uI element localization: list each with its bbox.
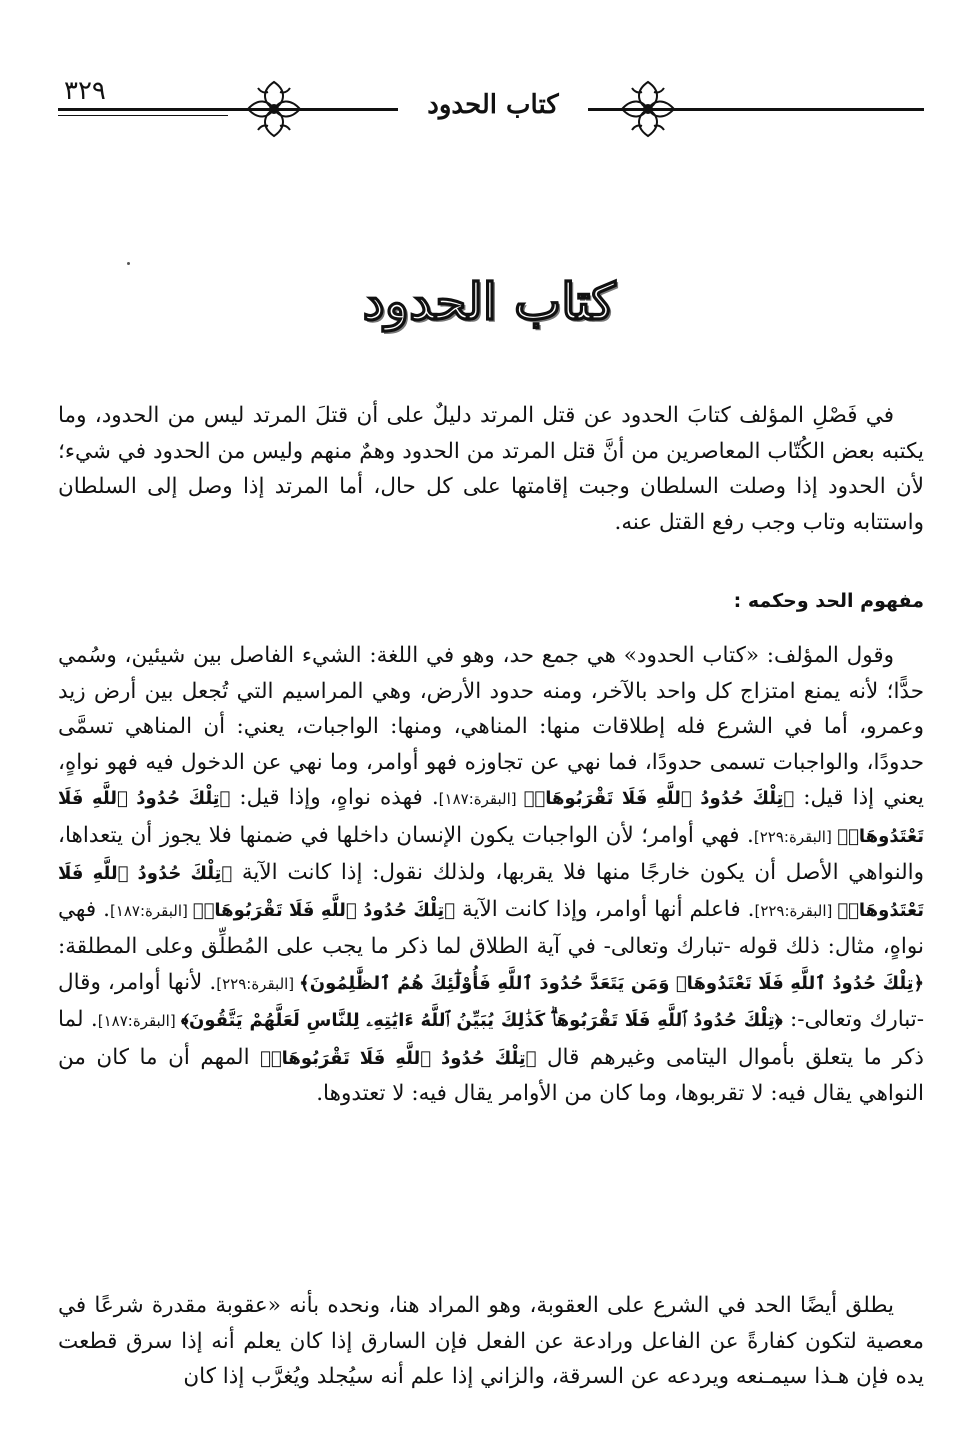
quran-verse: ﴿تِلْكَ حُدُودُ ٱللَّهِ فَلَا تَقْرَبُوهَاۗ﴾ <box>192 899 456 921</box>
verse-reference: [البقرة:١٨٧] <box>438 790 524 808</box>
text-run: . لما ذكر ما يتعلق بأموال اليتامى وغيرهم قال <box>58 1007 924 1070</box>
main-text <box>58 638 924 1112</box>
quran-verse: ﴿تِلْكَ حُدُودُ ٱللَّهِ فَلَا تَقْرَبُوهَاۗ﴾ <box>260 1047 537 1069</box>
verse-reference: [البقرة:٢٢٩] <box>753 827 838 846</box>
text-run: . لأنها أوامر، وقال -تبارك وتعالى-: <box>58 969 924 1032</box>
intro-paragraph <box>58 398 924 540</box>
text-run: وقول المؤلف: «كتاب الحدود» هي جمع حد، وهو في اللغة: الشيء الفاصل بين شيئين، وسُمي حدًّا؛ لأنه يمنع امتزاج كل واحد بالآخر، ومنه حدود الأرض، وهي المراسيم التي تُجعل بين أرض زيد وعمرو، أما في الشرع فله إطلاقات منها: المناهي، ومنها: الواجبات، يعني: أن المناهي تسمَّى حدودًا، والواجبات تسمى حدودًا، فما نهي عن تجاوزه فهو أوامر، وما نهي عن الدخول فيه فهو نواهٍ، يعني إذا قيل: <box>58 643 924 810</box>
verse-reference: [البقرة:١٨٧] <box>97 1012 181 1030</box>
quran-verse: ﴿تِلْكَ حُدُودُ ٱللَّهِ فَلَا تَعْتَدُوهَاۚ﴾ <box>58 788 924 847</box>
text-run: . فهي أوامر؛ لأن الواجبات يكون الإنسان داخلها في ضمنها فلا يجوز أن يتعداها، والنواهي الأصل أن يكون خارجًا منها فلا يقربها، ولذلك نقول: إذا كانت الآية <box>58 822 925 885</box>
quran-verse: ﴿تِلْكَ حُدُودُ ٱللَّهِ فَلَا تَقْرَبُوهَاۗ﴾ <box>523 788 795 809</box>
quran-verse: ﴿تِلْكَ حُدُودُ ٱللَّهِ فَلَا تَعْتَدُوهَاۚ وَمَن يَتَعَدَّ حُدُودَ ٱللَّهِ فَأُوْلَٰٓئِكَ هُمُ ٱلظَّٰلِمُونَ﴾ <box>299 972 925 994</box>
floral-ornament-icon <box>618 76 678 142</box>
text-run: المهم أن ما كان من النواهي يقال فيه: لا تقربوها، وما كان من الأوامر يقال فيه: لا تعتدوها. <box>58 1044 924 1106</box>
intro-text: في فَصْلِ المؤلف كتابَ الحدود عن قتل المرتد دليلٌ على أن قتلَ المرتد ليس من الحدود، وما يكتبه بعض الكُتّاب المعاصرين من أنَّ قتل المرتد من الحدود وهمٌ منهم وليس من الحدود في شيء؛ لأن الحدود إذا وصلت السلطان وجبت إقامتها على كل حال، أما المرتد إذا وصل إلى السلطان واستتابه وتاب وجب رفع القتل عنه. <box>58 403 924 535</box>
text-run: . فهذه نواهٍ، وإذا قيل: <box>230 785 439 810</box>
chapter-title: كتاب الحدود <box>362 272 616 331</box>
text-run: . فهي نواهٍ، مثال: ذلك قوله -تبارك وتعالى- في آية الطلاق لما ذكر ما يجب على المُطلِّق وعلى المطلقة: <box>58 896 924 959</box>
running-title: كتاب الحدود <box>398 90 588 120</box>
quran-verse: ﴿تِلْكَ حُدُودُ ٱللَّهِ فَلَا تَقْرَبُوهَاۗ كَذَٰلِكَ يُبَيِّنُ ٱللَّهُ ءَايَٰتِهِۦ لِلنَّاسِ لَعَلَّهُمْ يَتَّقُونَ﴾ <box>180 1010 783 1031</box>
page-number: ٣٢٩ <box>64 76 106 106</box>
text-run: . فاعلم أنها أوامر، وإذا كانت الآية <box>455 896 755 922</box>
verse-reference: [البقرة:١٨٧] <box>109 901 193 920</box>
final-paragraph <box>58 1288 924 1395</box>
page-number-underline <box>58 115 228 116</box>
verse-reference: [البقرة:٢٢٩] <box>216 974 300 993</box>
final-text: يطلق أيضًا الحد في الشرع على العقوبة، وهو المراد هنا، ونحده بأنه «عقوبة مقدرة شرعًا في معصية لتكون كفارةً عن الفاعل ورادعة عن الفعل فإن السارق إذا كان يعلم أنه إذا سرق قطعت يده فإن هـذا سيمـنعه ويردعه عن السرقة، والزاني إذا علم أنه سيُجلد ويُغرَّب إذا كان <box>58 1293 924 1389</box>
verse-reference: [البقرة:٢٢٩] <box>754 901 838 920</box>
floral-ornament-icon <box>244 76 304 142</box>
quran-verse: ﴿تِلْكَ حُدُودُ ٱللَّهِ فَلَا تَعْتَدُوهَاۚ﴾ <box>58 863 925 921</box>
running-header <box>58 68 924 138</box>
print-speck <box>127 262 130 265</box>
section-heading: مفهوم الحد وحكمه : <box>733 590 924 612</box>
main-paragraph <box>58 638 924 1112</box>
